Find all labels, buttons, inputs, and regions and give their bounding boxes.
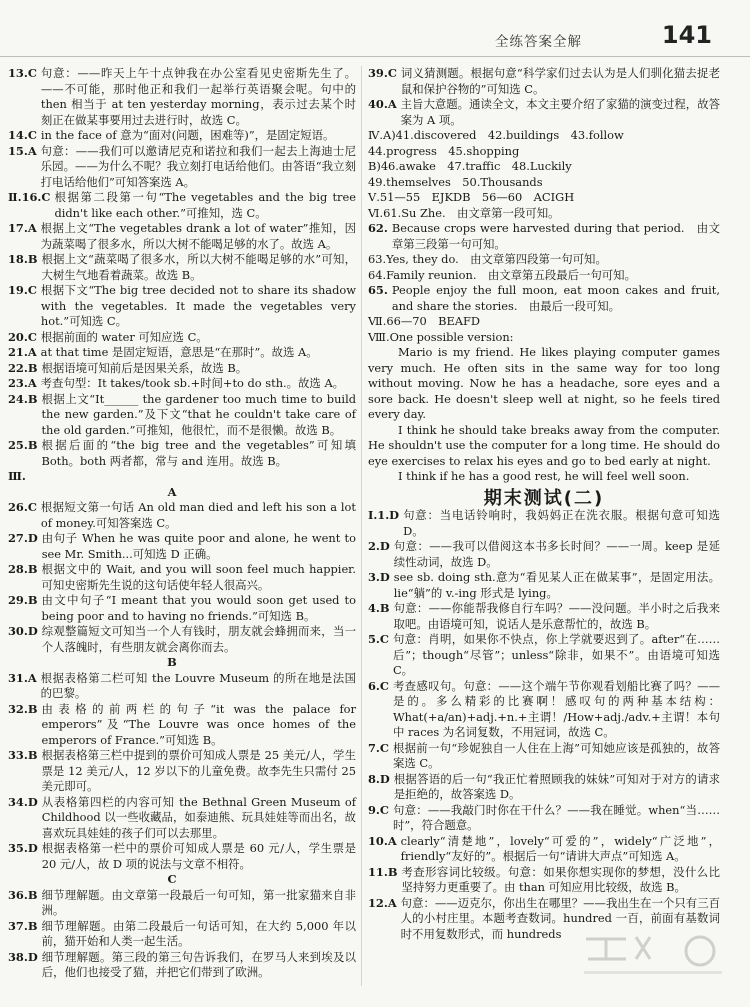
answer-explanation: 句意：——昨天上午十点钟我在办公室看见史密斯先生了。——不可能，那时他正和我们一起举行英语聚会呢。句中的 then 相当于 at ten yesterday morning，表示过去某个时刻正在做某事要用过去进行时，故选 C。	[40, 66, 356, 127]
answer-item	[8, 841, 356, 872]
right-column	[368, 66, 720, 942]
answer-explanation: 句意：——我可以借阅这本书多长时间？——一周。keep 是延续性动词，故选 D。	[393, 539, 720, 569]
answer-number: 28.B	[8, 562, 38, 576]
answer-explanation: 根据答语的后一句“我正忙着照顾我的妹妹”可知对于对方的请求是拒绝的，故答案选 D。	[393, 771, 720, 801]
answer-item	[8, 500, 356, 531]
answer-item	[368, 679, 720, 741]
answer-item	[8, 66, 356, 128]
answer-item	[8, 330, 356, 346]
answer-number: 6.C	[368, 678, 389, 693]
answer-explanation: 考查形容词比较级。句意：如果你想实现你的梦想，没什么比坚持努力更重要了。由 than 可知应用比较级，故选 B。	[401, 864, 720, 894]
answer-number: 23.A	[8, 376, 37, 390]
answer-explanation: 由表格的前两栏的句子“it was the palace for emperors”及“The Louvre was once homes of the emperors of France.”可知选 B。	[41, 701, 356, 747]
answer-item	[368, 97, 720, 128]
answer-item	[8, 671, 356, 702]
answer-number: 65.	[368, 283, 388, 297]
answer-number: 11.B	[368, 864, 398, 879]
answer-explanation: 根据前一句“珍妮独自一人住在上海”可知她应该是孤独的，故答案选 C。	[392, 740, 720, 770]
answer-number: 2.D	[368, 539, 390, 553]
answer-item	[8, 950, 356, 981]
answer-number: 21.A	[8, 345, 37, 359]
left-column	[8, 66, 356, 981]
answer-line: Ⅵ.61.Su Zhe. 由文章第一段可知。	[368, 205, 560, 220]
answer-number: Ⅰ.1.D	[368, 508, 400, 522]
answer-item	[368, 508, 720, 539]
answer-explanation: 根据短文第一句话 An old man died and left his son a lot of money.可知答案选 C。	[40, 500, 356, 530]
answer-number: 30.D	[8, 624, 38, 638]
essay-paragraph: I think he should take breaks away from the computer. He shouldn't use the computer for a long time. He should do eye exercises to relax his eyes and go to bed early at night.	[368, 422, 720, 468]
answer-number: 10.A	[368, 833, 397, 848]
answer-explanation: People enjoy the full moon, eat moon cakes and fruit, and share the stories. 由最后一段可知。	[391, 283, 720, 313]
answer-number: 26.C	[8, 500, 37, 514]
answer-line: B)46.awake 47.traffic 48.Luckily	[368, 159, 572, 173]
answer-explanation: 从表格第四栏的内容可知 the Bethnal Green Museum of Childhood 以一些收藏品，如泰迪熊、玩具娃娃等而出名，故喜欢玩具娃娃的孩子们可以去那里。	[41, 794, 356, 840]
answer-item	[368, 803, 720, 834]
answer-explanation: 句意：——迈克尔，你出生在哪里？——我出生在一个只有三百人的小村庄里。本题考查数词。hundred 一百，前面有基数词时不用复数形式，而 hundreds	[400, 895, 720, 941]
answer-explanation: 由句子 When he was quite poor and alone, he went to see Mr. Smith...可知选 D 正确。	[41, 531, 356, 561]
answer-number: 35.D	[8, 841, 38, 855]
answer-item	[8, 392, 356, 439]
answer-explanation: 由文中句子“I meant that you would soon get used to being poor and to having no friends.”可知选 B。	[41, 593, 356, 623]
answer-item	[8, 128, 356, 144]
essay-paragraph: I think if he has a good rest, he will feel well soon.	[398, 469, 690, 483]
answer-item	[8, 361, 356, 377]
essay-paragraph: Mario is my friend. He likes playing computer games very much. He often sits in the same way for too long without moving. Now he has a headache, sore eyes and a sore back. He doesn't sleep well at night, so he feels tired every day.	[368, 345, 720, 421]
answer-explanation: 根据文中的 Wait, and you will soon feel much happier.可知史密斯先生说的这句话使年轻人很高兴。	[41, 562, 356, 592]
answer-number: 13.C	[8, 66, 37, 80]
answer-number: 37.B	[8, 918, 38, 933]
answer-number: 29.B	[8, 593, 38, 607]
answer-item	[8, 345, 356, 361]
answer-explanation: 根据前面的 water 可知应选 C。	[40, 329, 208, 344]
answer-item	[368, 741, 720, 772]
column-divider	[361, 66, 362, 986]
answer-number: 40.A	[368, 97, 397, 111]
page-header	[0, 0, 750, 60]
answer-item	[8, 624, 356, 655]
answer-explanation: 根据上文“The vegetables drank a lot of water”推知，因为蔬菜喝了很多水，所以大树不能喝足够的水了。故选 A。	[40, 221, 356, 251]
answer-explanation: 根据上文“It______ the gardener too much time to build the new garden.”及下文“that he couldn't take care of the old garden.”可推知，他很忙，而不是很懒。故选 B。	[41, 391, 356, 437]
answer-item	[8, 438, 356, 469]
answer-line: 49.themselves 50.Thousands	[368, 174, 543, 189]
answer-item	[368, 865, 720, 896]
section-label: Ⅲ.	[8, 469, 26, 483]
running-title: 全练答案全解	[495, 34, 582, 50]
answer-item	[8, 376, 356, 392]
answer-item	[368, 570, 720, 601]
answer-line: Ⅴ.51—55 EJKDB 56—60 ACIGH	[368, 190, 575, 204]
answer-item	[8, 593, 356, 624]
answer-explanation: Because crops were harvested during that period. 由文章第三段第一句可知。	[391, 221, 720, 251]
answer-line: Ⅶ.66—70 BEAFD	[368, 314, 481, 328]
answer-explanation: 根据表格第三栏中提到的票价可知成人票是 25 美元/人，学生票是 12 美元/人，12 岁以下的儿童免费。故李先生只需付 25 美元即可。	[41, 748, 356, 793]
answer-explanation: at that time 是固定短语，意思是“在那时”。故选 A。	[40, 345, 318, 359]
answer-number: 25.B	[8, 438, 38, 452]
answer-number: 34.D	[8, 794, 38, 809]
answer-explanation: 根据上文“蔬菜喝了很多水，所以大树不能喝足够的水”可知，大树生气地看着蔬菜。故选 B。	[41, 252, 356, 282]
answer-item	[8, 888, 356, 919]
answer-number: 27.D	[8, 531, 38, 545]
answer-number: 5.C	[368, 632, 389, 646]
answer-item	[8, 919, 356, 950]
answer-line: 64.Family reunion. 由文章第五段最后一句可知。	[368, 267, 636, 282]
answer-number: 31.A	[8, 670, 37, 685]
answer-item	[368, 601, 720, 632]
answer-explanation: 综观整篇短文可知当一个人有钱时，朋友就会蜂拥而来，当一个人落魄时，有些朋友就会离你而去。	[41, 624, 356, 654]
answer-item	[8, 252, 356, 283]
answer-explanation: 句意：——我敲门时你在干什么？——我在睡觉。when“当……时”，符合题意。	[392, 802, 720, 832]
answer-item	[8, 221, 356, 252]
passage-label: A	[167, 484, 177, 499]
answer-explanation: 根据后面的“the big tree and the vegetables”可知填 Both。both 两者都，常与 and 连用。故选 B。	[41, 438, 356, 468]
answer-number: 12.A	[368, 895, 397, 910]
answer-item	[368, 834, 720, 865]
page-number: 141	[661, 21, 712, 49]
answer-explanation: 根据下文“The big tree decided not to share its shadow with the vegetables. It made the vegetables very hot.”可知选 C。	[40, 283, 356, 328]
answer-explanation: 主旨大意题。通读全文，本文主要介绍了家猫的演变过程，故答案为 A 项。	[400, 97, 720, 127]
answer-explanation: 根据语境可知前后是因果关系，故选 B。	[41, 360, 248, 375]
answer-line: 44.progress 45.shopping	[368, 143, 520, 158]
answer-number: 17.A	[8, 221, 37, 235]
answer-item	[8, 702, 356, 749]
answer-number: 20.C	[8, 329, 37, 344]
answer-item	[8, 562, 356, 593]
answer-item	[368, 539, 720, 570]
answer-number: 24.B	[8, 391, 38, 406]
answer-item	[368, 283, 720, 314]
answer-explanation: 考查句型：It takes/took sb.+时间+to do sth.。故选 A。	[40, 376, 345, 390]
passage-label: B	[167, 655, 177, 669]
answer-explanation: 根据表格第二栏可知 the Louvre Museum 的所在地是法国的巴黎。	[40, 670, 356, 700]
answer-number: 15.A	[8, 143, 37, 158]
answer-item	[8, 748, 356, 795]
answer-item	[8, 190, 356, 221]
watermark-logo	[578, 931, 728, 993]
answer-number: 32.B	[8, 701, 38, 716]
answer-number: 62.	[368, 221, 388, 235]
answer-explanation: see sb. doing sth.意为“看见某人正在做某事”，是固定用法。lie“躺”的 v.-ing 形式是 lying。	[393, 570, 720, 600]
answer-explanation: 句意：当电话铃响时，我妈妈正在洗衣服。根据句意可知选 D。	[403, 508, 720, 538]
answer-explanation: 句意：——你能帮我修自行车吗？——没问题。半小时之后我来取吧。由语境可知，说话人是乐意帮忙的，故选 B。	[393, 601, 720, 631]
header-rule	[0, 56, 750, 57]
answer-number: 14.C	[8, 128, 37, 142]
answer-explanation: 根据第二段第一句“The vegetables and the big tree didn't like each other.”可推知，选 C。	[54, 190, 356, 220]
answer-explanation: 词义猜测题。根据句意“科学家们过去认为是人们驯化猫去捉老鼠和保护谷物的”可知选 C。	[400, 66, 720, 96]
answer-number: 19.C	[8, 283, 37, 297]
answer-number: 4.B	[368, 601, 390, 615]
answer-explanation: 细节理解题。由文章第一段最后一句可知，第一批家猫来自非洲。	[41, 887, 356, 917]
answer-number: Ⅱ.16.C	[8, 190, 51, 204]
answer-explanation: 根据表格第一栏中的票价可知成人票是 60 元/人，学生票是 20 元/人，故 D 项的说法与文章不相符。	[41, 841, 356, 871]
answer-explanation: 考查感叹句。句意：——这个端午节你观看划船比赛了吗？——是的。多么精彩的比赛啊！感叹句的两种基本结构：What(+a/an)+adj.+n.+主谓！/How+adj./adv.+主谓！本句中 races 为名词复数，不用冠词，故选 C。	[392, 678, 720, 739]
answer-explanation: 细节理解题。由第二段最后一句话可知，在大约 5,000 年以前，猫开始和人类一起生活。	[41, 918, 356, 948]
answer-explanation: 句意：——我们可以邀请尼克和诺拉和我们一起去上海迪士尼乐园。——为什么不呢？我立刻打电话给他们。由答语“我立刻打电话给他们”可知答案选 A。	[40, 143, 356, 189]
answer-number: 3.D	[368, 570, 390, 584]
answer-number: 18.B	[8, 252, 38, 266]
answer-line: 63.Yes, they do. 由文章第四段第一句可知。	[368, 252, 607, 266]
answer-explanation: 细节理解题。第三段的第三句告诉我们，在罗马人来到埃及以后，他们也接受了猫，并把它们带到了欧洲。	[41, 949, 356, 979]
answer-item	[368, 221, 720, 252]
passage-label: C	[167, 872, 177, 886]
answer-number: 9.C	[368, 802, 389, 817]
answer-explanation: in the face of 意为“面对(问题，困难等)”，是固定短语。	[40, 128, 335, 142]
answer-number: 39.C	[368, 66, 397, 80]
answer-item	[368, 772, 720, 803]
answer-number: 36.B	[8, 887, 38, 902]
answer-number: 33.B	[8, 748, 38, 762]
answer-explanation: 句意：肖明，如果你不快点，你上学就要迟到了。after“在……后”；though“尽管”；unless“除非，如果不”。由语境可知选 C。	[392, 632, 720, 677]
answer-explanation: clearly“清楚地”，lovely“可爱的”，widely“广泛地”，friendly“友好的”。根据后一句“请讲大声点”可知选 A。	[400, 833, 720, 863]
answer-number: 38.D	[8, 949, 38, 964]
answer-line: Ⅷ.One possible version:	[368, 329, 514, 344]
answer-item	[8, 144, 356, 191]
answer-item	[8, 283, 356, 330]
answer-item	[8, 531, 356, 562]
answer-number: 8.D	[368, 771, 390, 786]
exam-title: 期末测试(二)	[483, 487, 605, 509]
answer-number: 22.B	[8, 360, 38, 375]
answer-item	[8, 795, 356, 842]
answer-line: Ⅳ.A)41.discovered 42.buildings 43.follow	[368, 128, 624, 142]
answer-item	[368, 66, 720, 97]
answer-item	[368, 632, 720, 679]
answer-number: 7.C	[368, 740, 389, 755]
